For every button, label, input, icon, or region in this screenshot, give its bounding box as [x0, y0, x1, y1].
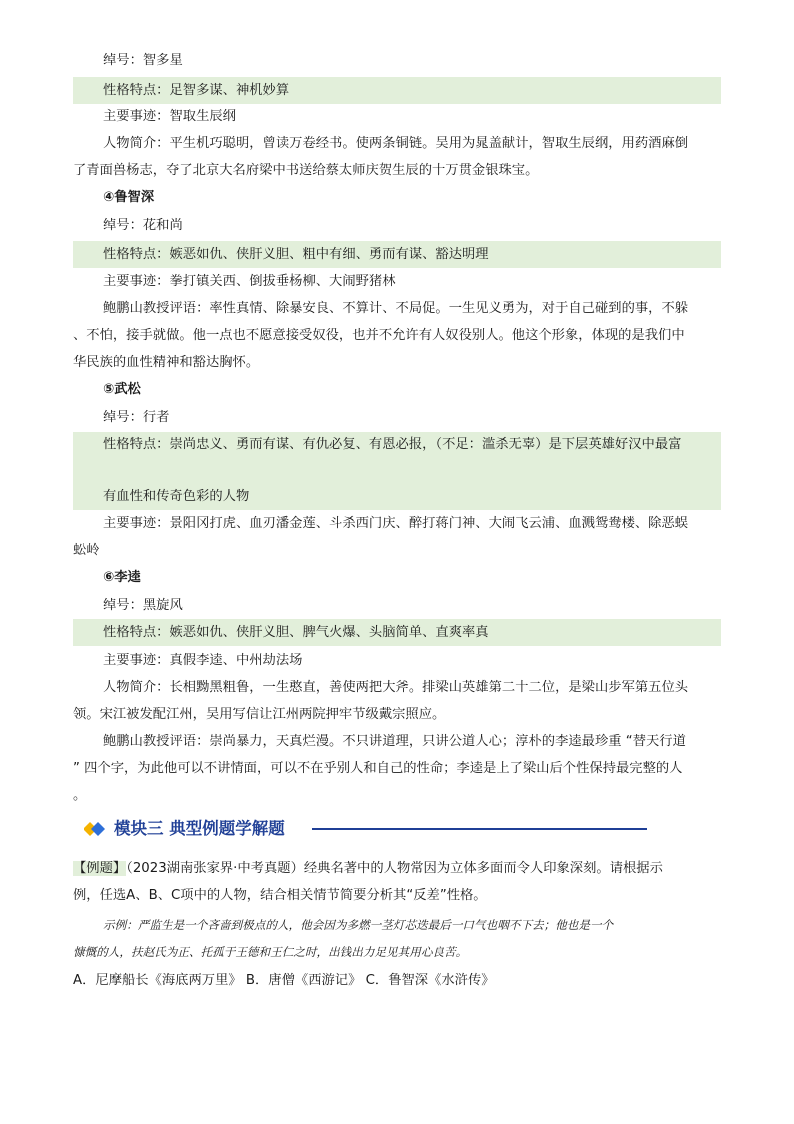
likui-comment-line-3: 。: [73, 788, 87, 803]
likui-heading: ⑥李逵: [103, 570, 141, 585]
wusong-heading: ⑤武松: [103, 382, 141, 397]
wusong-trait-line-2: 有血性和传奇色彩的人物: [103, 489, 250, 504]
example-sample-line-2: 慷慨的人，扶赵氏为正、托孤于王德和王仁之时，出钱出力足见其用心良苦。: [73, 945, 468, 959]
module-title: 模块三 典型例题学解题: [114, 819, 285, 838]
wuyong-trait: 性格特点：足智多谋、神机妙算: [73, 77, 721, 104]
luzhishen-comment-line-1: 鲍鹏山教授评语：率性真情、除暴安良、不算计、不局促。一生见义勇为，对于自己碰到的事，不躲: [103, 301, 689, 316]
luzhishen-comment-line-2: 、不怕，接手就做。他一点也不愿意接受奴役，也并不允许有人奴役别人。他这个形象，体现的是我们中: [73, 328, 685, 343]
likui-trait: 性格特点：嫉恶如仇、侠肝义胆、脾气火爆、头脑简单、直爽率真: [73, 619, 721, 646]
luzhishen-trait: 性格特点：嫉恶如仇、侠肝义胆、粗中有细、勇而有谋、豁达明理: [73, 241, 721, 268]
wusong-deed-line-1: 主要事迹：景阳冈打虎、血刃潘金莲、斗杀西门庆、醉打蒋门神、大闹飞云浦、血溅鸳鸯楼、除恶蜈: [103, 516, 689, 531]
wusong-trait-line-1: 性格特点：崇尚忠义、勇而有谋、有仇必复、有恩必报，（不足：滥杀无辜）是下层英雄好汉中最富: [103, 437, 682, 452]
wusong-nickname: 绰号：行者: [103, 410, 170, 425]
wuyong-intro-line-2: 了青面兽杨志，夺了北京大名府梁中书送给蔡太师庆贺生辰的十万贯金银珠宝。: [73, 163, 539, 178]
wuyong-deed: 主要事迹：智取生辰纲: [103, 109, 236, 124]
luzhishen-comment-line-3: 华民族的血性精神和豁达胸怀。: [73, 355, 260, 370]
module-divider: [312, 828, 647, 830]
example-options: A．尼摩船长《海底两万里》 B．唐僧《西游记》 C．鲁智深《水浒传》: [73, 973, 495, 988]
luzhishen-deed: 主要事迹：拳打镇关西、倒拔垂杨柳、大闹野猪林: [103, 274, 396, 289]
example-question-line-1: [73, 855, 721, 882]
module-header: [80, 814, 640, 844]
wusong-deed-line-2: 蚣岭: [73, 543, 100, 558]
example-question-text: 经典名著中的人物常因为立体多面而令人印象深刻。请根据示: [303, 861, 663, 876]
likui-deed: 主要事迹：真假李逵、中州劫法场: [103, 653, 303, 668]
likui-nickname: 绰号：黑旋风: [103, 598, 183, 613]
double-diamond-icon: [84, 820, 108, 838]
wuyong-intro-line-1: 人物简介：平生机巧聪明，曾读万卷经书。使两条铜链。吴用为晁盖献计，智取生辰纲，用药酒麻倒: [103, 136, 689, 151]
likui-comment-line-2: ” 四个字，为此他可以不讲情面，可以不在乎别人和自己的性命；李逵是上了梁山后个性保持最完整的人: [73, 761, 683, 776]
luzhishen-heading: ④鲁智深: [103, 190, 155, 205]
example-source: （2023湖南张家界·中考真题）: [126, 861, 304, 876]
example-tag: 【例题】: [73, 861, 127, 876]
luzhishen-nickname: 绰号：花和尚: [103, 218, 183, 233]
likui-intro-line-1: 人物简介：长相黝黑粗鲁，一生憨直，善使两把大斧。排梁山英雄第二十二位，是梁山步军第五位头: [103, 680, 689, 695]
likui-comment-line-1: 鲍鹏山教授评语：崇尚暴力，天真烂漫。不只讲道理，只讲公道人心；淳朴的李逵最珍重 “替天行道: [103, 734, 686, 749]
wuyong-nickname: 绰号：智多星: [103, 53, 183, 68]
example-question-line-2: 例，任选A、B、C项中的人物，结合相关情节简要分析其“反差”性格。: [73, 888, 487, 903]
likui-intro-line-2: 领。宋江被发配江州，吴用写信让江州两院押牢节级戴宗照应。: [73, 707, 446, 722]
example-sample-line-1: 示例：严监生是一个吝啬到极点的人，他会因为多燃一茎灯芯迭最后一口气也咽不下去；他也是一个: [103, 918, 614, 932]
